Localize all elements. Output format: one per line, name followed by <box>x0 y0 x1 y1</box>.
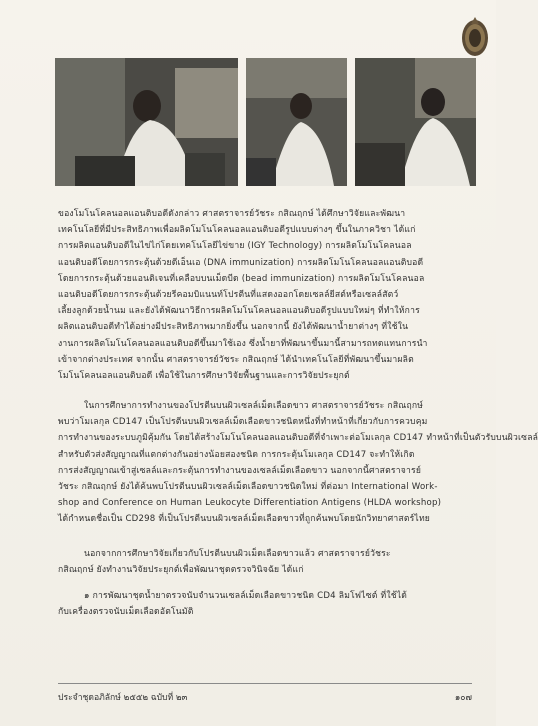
text-line: กสิณฤกษ์ ยังทำงานวิจัยประยุกต์เพื่อพัฒนาชุดตรวจวินิจฉัย ได้แก่ <box>58 565 304 576</box>
text-line: shop and Conference on Human Leukocyte Differentiation Antigens (HLDA workshop) <box>58 498 442 509</box>
text-line: แอนติบอดีโดยการกระตุ้นด้วยรีคอมบิแนนท์โปรตีนที่แสดงออกโดยเซลล์ยีสต์หรือเซลล์สัตว์ <box>58 290 399 301</box>
page-number: ๑๐๗ <box>454 693 472 703</box>
footer-publication: ประจำชุดอภิลักษ์ ๒๕๕๒ ฉบับที่ ๒๓ <box>58 693 188 703</box>
page-footer <box>58 690 472 704</box>
text-line: ในการศึกษาการทำงานของโปรตีนบนผิวเซลล์เม็ดเลือดขาว ศาสตราจารย์วัชระ กสิณฤกษ์ <box>84 401 424 411</box>
text-line: พบว่าโมเลกุล CD147 เป็นโปรตีนบนผิวเซลล์เม็ดเลือดขาวชนิดหนึ่งที่ทำหน้าที่เกี่ยวกับการควบคุม <box>58 417 428 428</box>
photo-strip <box>55 58 476 186</box>
text-line: ได้กำหนดชื่อเป็น CD298 ที่เป็นโปรตีนบนผิวเซลล์เม็ดเลือดขาวที่ถูกค้นพบโดยนักวิทยาศาสตร์ไทย <box>58 514 431 525</box>
researcher-photo-2 <box>246 58 347 186</box>
text-line: งานการผลิตโมโนโคลนอลแอนติบอดีขึ้นมาใช้เอง ซึ่งน้ำยาที่พัฒนาขึ้นมานี้สามารถทดแทนการนำ <box>58 338 428 349</box>
researcher-photo-3 <box>355 58 476 186</box>
text-line: โมโนโคลนอลแอนติบอดี เพื่อใช้ในการศึกษาวิจัยพื้นฐานและการวิจัยประยุกต์ <box>58 371 350 382</box>
paragraph-2 <box>58 398 538 528</box>
researcher-photo-1 <box>55 58 238 186</box>
paragraph-1 <box>58 206 476 384</box>
text-line: นอกจากการศึกษาวิจัยเกี่ยวกับโปรตีนบนผิวเม็ดเลือดขาวแล้ว ศาสตราจารย์วัชระ <box>84 549 391 559</box>
text-line: กับเครื่องตรวจนับเม็ดเลือดอัตโนมัติ <box>58 607 194 618</box>
footer-divider <box>58 683 472 684</box>
text-line: ๑ การพัฒนาชุดน้ำยาตรวจนับจำนวนเซลล์เม็ดเลือดขาวชนิด CD4 ลิมโฟไซต์ ที่ใช้ได้ <box>84 591 408 601</box>
list-item <box>58 588 476 620</box>
text-line: ของโมโนโคลนอลแอนติบอดีดังกล่าว ศาสตราจารย์วัชระ กสิณฤกษ์ ได้ศึกษาวิจัยและพัฒนา <box>58 209 406 219</box>
text-line: สำหรับตัวส่งสัญญาณที่แตกต่างกันอย่างน้อยสองชนิด การกระตุ้นโมเลกุล CD147 จะทำให้เกิด <box>58 449 415 460</box>
text-line: การส่งสัญญาณเข้าสู่เซลล์และกระตุ้นการทำงานของเซลล์เม็ดเลือดขาว นอกจากนี้ศาสตราจารย์ <box>58 465 422 476</box>
emblem-seal-icon <box>460 14 490 60</box>
text-line: เทคโนโลยีที่มีประสิทธิภาพเพื่อผลิตโมโนโคลนอลแอนติบอดีรูปแบบต่างๆ ขึ้นในภาควิชา ได้แก่ <box>58 225 416 236</box>
text-line: เข้าจากต่างประเทศ จากนั้น ศาสตราจารย์วัชระ กสิณฤกษ์ ได้นำเทคโนโลยีที่พัฒนาขึ้นมาผลิต <box>58 354 414 365</box>
text-line: เลี้ยงลูกด้วยน้ำนม และยังได้พัฒนาวิธีการผลิตโมโนโคลนอลแอนติบอดีรูปแบบใหม่ๆ ที่ทำให้การ <box>58 306 420 317</box>
text-line: โดยการกระตุ้นด้วยแอนติเจนที่เคลือบบนเม็ดบีด (bead immunization) การผลิตโมโนโคลนอล <box>58 273 425 284</box>
text-line: วัชระ กสิณฤกษ์ ยังได้ค้นพบโปรตีนบนผิวเซลล์เม็ดเลือดขาวชนิดใหม่ ที่ต่อมา International Work- <box>58 482 438 493</box>
text-line: แอนติบอดีโดยการกระตุ้นด้วยดีเอ็นเอ (DNA immunization) การผลิตโมโนโคลนอลแอนติบอดี <box>58 257 424 268</box>
text-line: การผลิตแอนติบอดีในไข่ไก่โดยเทคโนโลยีไข่ขาย (IGY Technology) การผลิตโมโนโคลนอล <box>58 241 412 252</box>
text-line: การทำงานของระบบภูมิคุ้มกัน โดยได้สร้างโมโนโคลนอลแอนติบอดีที่จำเพาะต่อโมเลกุล CD147 ทำหน้าที่เป็นตัวรับบนผิวเซลล์ <box>58 433 538 444</box>
text-line: ผลิตแอนติบอดีทำได้อย่างมีประสิทธิภาพมากยิ่งขึ้น นอกจากนี้ ยังได้พัฒนาน้ำยาต่างๆ ที่ใช้ใน <box>58 322 409 333</box>
paragraph-3 <box>58 546 476 578</box>
